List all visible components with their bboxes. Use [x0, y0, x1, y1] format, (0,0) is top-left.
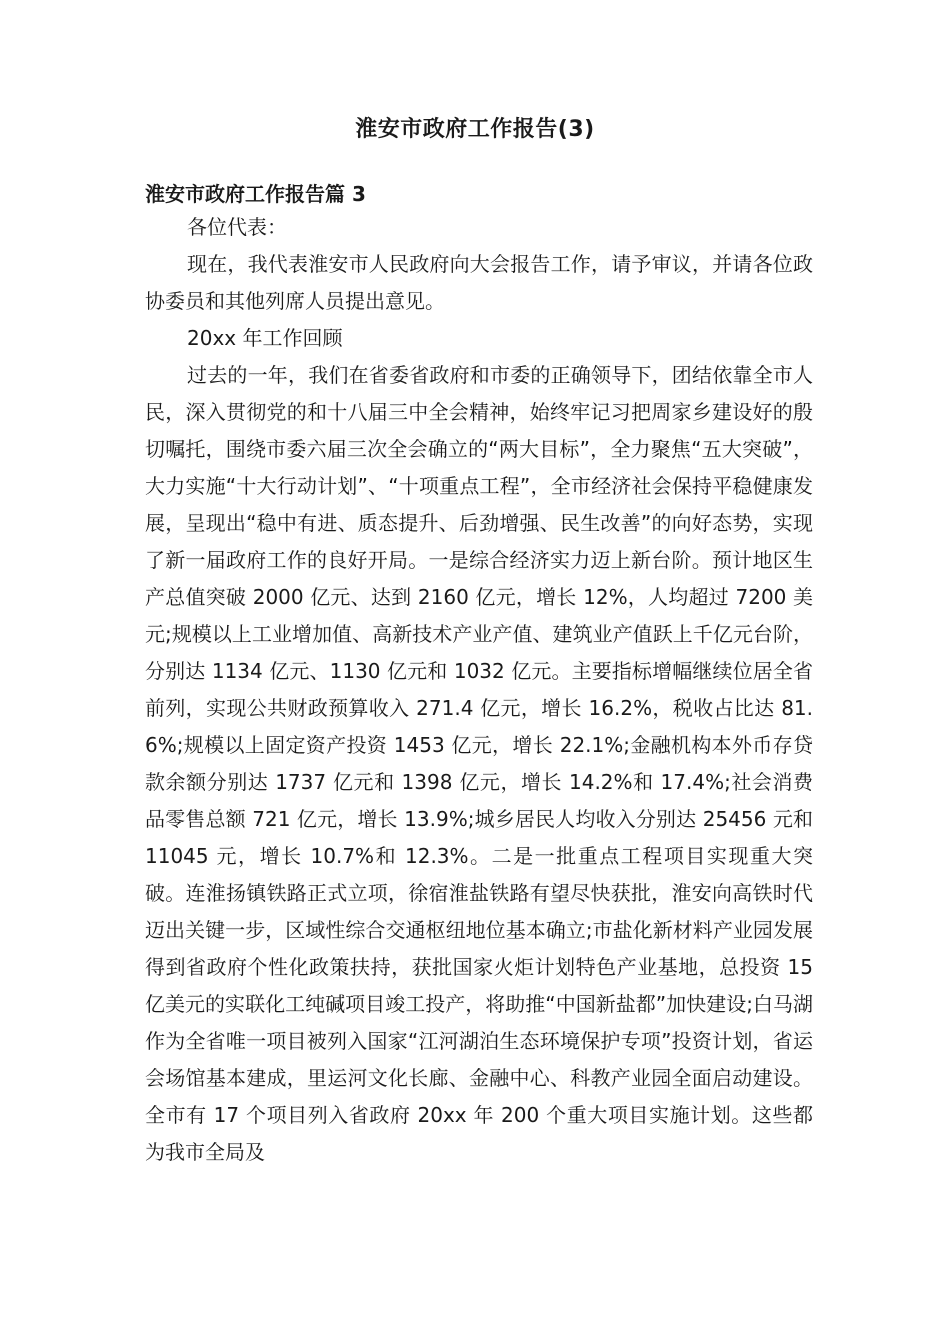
document-body [145, 209, 813, 1171]
paragraph-subheading: 20xx 年工作回顾 [187, 326, 343, 350]
paragraph-intro: 现在，我代表淮安市人民政府向大会报告工作，请予审议，并请各位政协委员和其他列席人员提出意见。 [145, 252, 813, 313]
document-title: 淮安市政府工作报告(3) [355, 117, 595, 142]
paragraph-salutation: 各位代表： [187, 215, 287, 239]
section-heading: 淮安市政府工作报告篇 3 [145, 182, 366, 206]
paragraph-review: 过去的一年，我们在省委省政府和市委的正确领导下，团结依靠全市人民，深入贯彻党的和十八届三中全会精神，始终牢记习把周家乡建设好的殷切嘱托，围绕市委六届三次全会确立的“两大目标”，全力聚焦“五大突破”，大力实施“十大行动计划”、“十项重点工程”，全市经济社会保持平稳健康发展，呈现出“稳中有进、质态提升、后劲增强、民生改善”的向好态势，实现了新一届政府工作的良好开局。一是综合经济实力迈上新台阶。预计地区生产总值突破 2000 亿元、达到 2160 亿元，增长 12%，人均超过 7200 美元;规模以上工业增加值、高新技术产业产值、建筑业产值跃上千亿元台阶，分别达 1134 亿元、1130 亿元和 1032 亿元。主要指标增幅继续位居全省前列，实现公共财政预算收入 271.4 亿元，增长 16.2%，税收占比达 81.6%;规模以上固定资产投资 1453 亿元，增长 22.1%;金融机构本外币存贷款余额分别达 1737 亿元和 1398 亿元，增长 14.2%和 17.4%;社会消费品零售总额 721 亿元，增长 13.9%;城乡居民人均收入分别达 25456 元和 11045 元，增长 10.7%和 12.3%。二是一批重点工程项目实现重大突破。连淮扬镇铁路正式立项，徐宿淮盐铁路有望尽快获批，淮安向高铁时代迈出关键一步，区域性综合交通枢纽地位基本确立;市盐化新材料产业园发展得到省政府个性化政策扶持，获批国家火炬计划特色产业基地，总投资 15 亿美元的实联化工纯碱项目竣工投产，将助推“中国新盐都”加快建设;白马湖作为全省唯一项目被列入国家“江河湖泊生态环境保护专项”投资计划，省运会场馆基本建成，里运河文化长廊、金融中心、科教产业园全面启动建设。全市有 17 个项目列入省政府 20xx 年 200 个重大项目实施计划。这些都为我市全局及 [145, 363, 813, 1164]
